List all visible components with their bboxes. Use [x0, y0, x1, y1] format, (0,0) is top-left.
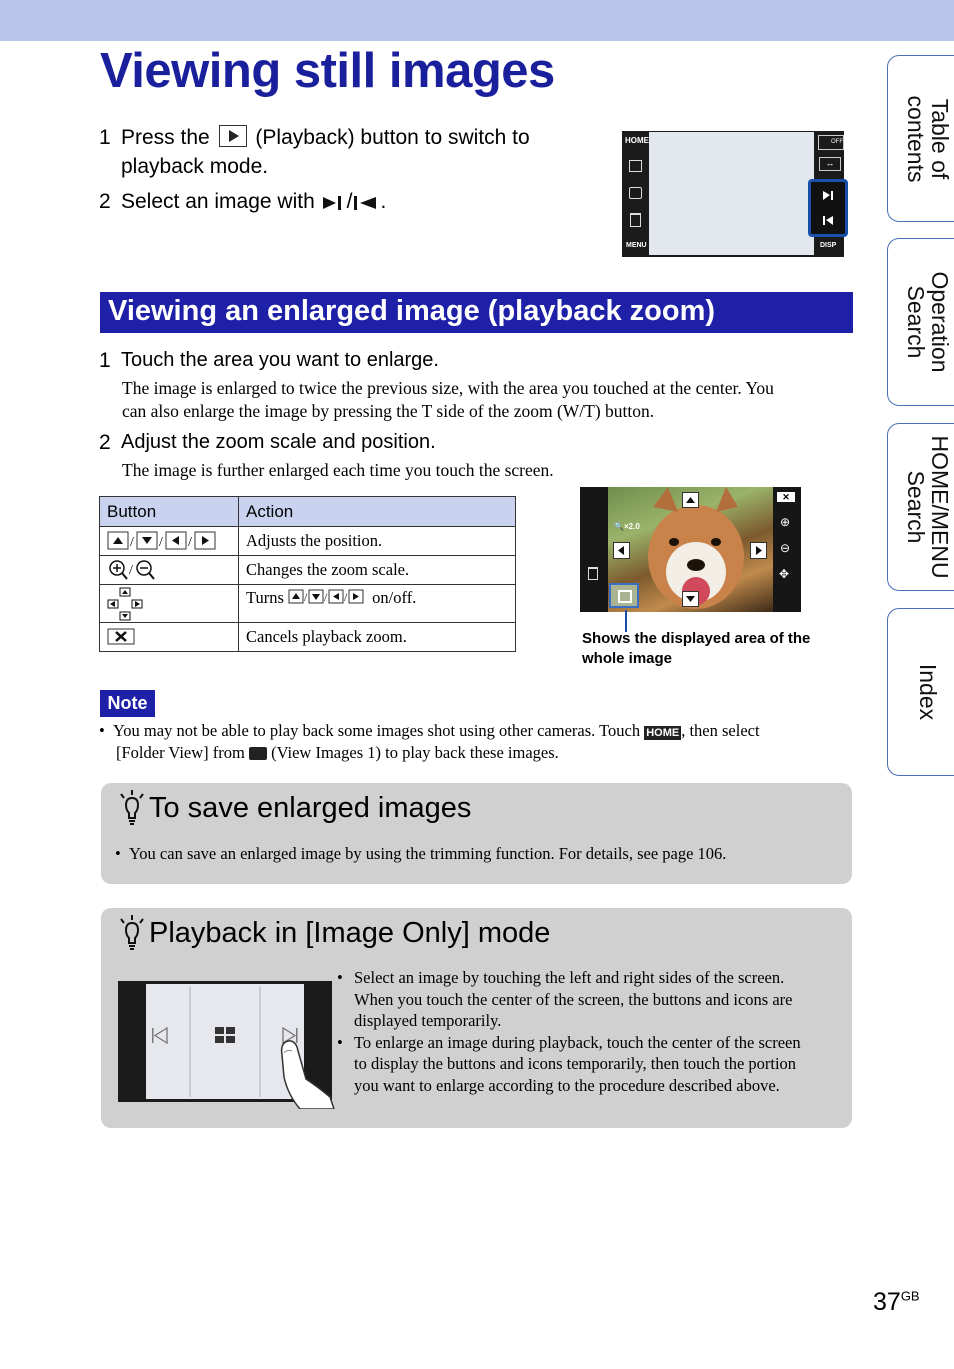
svg-text:/: /	[129, 563, 133, 578]
zoom-level-indicator: 🔍×2.0	[614, 522, 640, 531]
playback-icon	[219, 125, 247, 147]
displayed-area-thumbnail	[609, 583, 639, 608]
step-1	[99, 123, 579, 183]
table-row: Turns / / / on/off.	[100, 585, 516, 623]
step-2: 2 Select an image with / .	[99, 187, 579, 217]
tip-title: To save enlarged images	[149, 792, 472, 824]
note-label: Note	[100, 690, 155, 717]
previous-image-icon	[352, 192, 380, 212]
tip-bullet: You can save an enlarged image by using the trimming function. For details, see page 106.	[129, 844, 727, 863]
directional-icon	[107, 587, 143, 621]
page-title: Viewing still images	[100, 44, 555, 98]
tip-box-image-only	[101, 908, 852, 1128]
rotate-icon	[629, 187, 642, 199]
zoom-scale-buttons	[100, 556, 239, 585]
zoom-in-icon: ⊕	[780, 515, 791, 529]
position-buttons	[100, 527, 239, 556]
menu-button: MENU	[626, 242, 647, 249]
step-title: Adjust the zoom scale and position.	[121, 431, 436, 453]
index-icon	[214, 1026, 236, 1044]
zoom-in-out-icon	[107, 558, 167, 582]
highlight-frame	[808, 179, 848, 237]
tab-home-menu-search[interactable]: HOME/MENU Search	[887, 423, 954, 591]
svg-text:/: /	[130, 535, 134, 550]
step-text: Select an image with / .	[121, 190, 387, 213]
svg-text:/: /	[304, 590, 308, 604]
finger-icon	[278, 1039, 336, 1109]
image-only-screen-illustration	[118, 981, 332, 1102]
lightbulb-icon	[117, 789, 147, 827]
close-icon	[107, 628, 137, 646]
disp-button: DISP	[820, 242, 837, 249]
table-header: Action	[239, 497, 516, 527]
delete-icon	[588, 567, 598, 580]
zoom-step-2: 2 Adjust the zoom scale and position.	[99, 428, 859, 458]
svg-text:/: /	[344, 590, 348, 604]
step-number: 1	[99, 126, 111, 149]
page-number: $37^{GB}$	[873, 1288, 920, 1316]
zoom-step-2-body: The image is further enlarged each time you touch the screen.	[122, 460, 554, 480]
tab-operation-search[interactable]: Operation Search	[887, 238, 954, 406]
svg-text:/: /	[159, 535, 163, 550]
arrow-buttons-icon	[107, 531, 219, 551]
section-heading: Viewing an enlarged image (playback zoom)	[100, 292, 853, 333]
zoom-step-1: 1 Touch the area you want to enlarge.	[99, 346, 859, 376]
button-table	[99, 496, 516, 652]
close-zoom-icon: ✕	[777, 492, 795, 502]
playback-screen-illustration	[622, 131, 844, 257]
home-button: HOME	[625, 136, 649, 145]
right-arrow-button	[750, 542, 767, 559]
directional-toggle-icon: ✥	[779, 567, 790, 581]
home-icon: HOME	[646, 727, 680, 739]
list-item: • To enlarge an image during playback, touch the center of the screen to display the buttons and icons temporarily, then touch the portion you want to enlarge according to the procedure described above.	[337, 1032, 801, 1095]
note-text: • You may not be able to play back some images shot using other cameras. Touch HOME , then select [Folder View] from (View Images 1) to play back these images.	[99, 721, 760, 762]
zoom-step-1-body: The image is enlarged to twice the previous size, with the area you touched at the center. You can also enlarge the image by pressing the T side of the zoom (W/T) button.	[122, 378, 774, 421]
tab-table-of-contents[interactable]: Table of contents	[887, 55, 954, 222]
cancel-zoom-button	[100, 623, 239, 652]
image-only-button: OFF	[818, 135, 844, 150]
next-image-icon	[321, 192, 347, 212]
tip-title: Playback in [Image Only] mode	[149, 917, 551, 949]
zoom-screen-illustration	[580, 487, 801, 612]
table-row: Cancels playback zoom.	[100, 623, 516, 652]
previous-image-icon	[150, 1026, 170, 1046]
zoom-out-icon: ⊖	[780, 541, 791, 555]
svg-text:/: /	[324, 590, 328, 604]
header-band	[0, 0, 954, 41]
table-row: / Changes the zoom scale.	[100, 556, 516, 585]
table-row: / / / Adjusts the position.	[100, 527, 516, 556]
arrow-buttons-small-icon	[288, 589, 368, 605]
delete-icon	[630, 213, 641, 227]
illustration-caption: Shows the displayed area of the whole image	[582, 630, 811, 667]
down-arrow-button	[682, 591, 699, 607]
left-arrow-button	[613, 542, 630, 559]
table-header: Button	[100, 497, 239, 527]
tip-bullets	[337, 967, 837, 1096]
view-images-icon	[249, 747, 267, 760]
toggle-arrows-button	[100, 585, 239, 623]
tip-box-save: To save enlarged images • You can save an enlarged image by using the trimming function. For details, see page 106.	[101, 783, 852, 884]
up-arrow-button	[682, 492, 699, 508]
list-item: • Select an image by touching the left and right sides of the screen. When you touch the center of the screen, the buttons and icons are displayed temporarily.	[337, 968, 793, 1030]
index-icon	[629, 160, 642, 172]
swap-icon: ↔	[819, 157, 841, 171]
svg-text:/: /	[188, 535, 192, 550]
tab-index[interactable]: Index	[887, 608, 954, 776]
step-title: Touch the area you want to enlarge.	[121, 349, 439, 371]
step-text: Press the (Playback) button to switch to playback mode.	[121, 126, 530, 178]
lightbulb-icon	[117, 914, 147, 952]
